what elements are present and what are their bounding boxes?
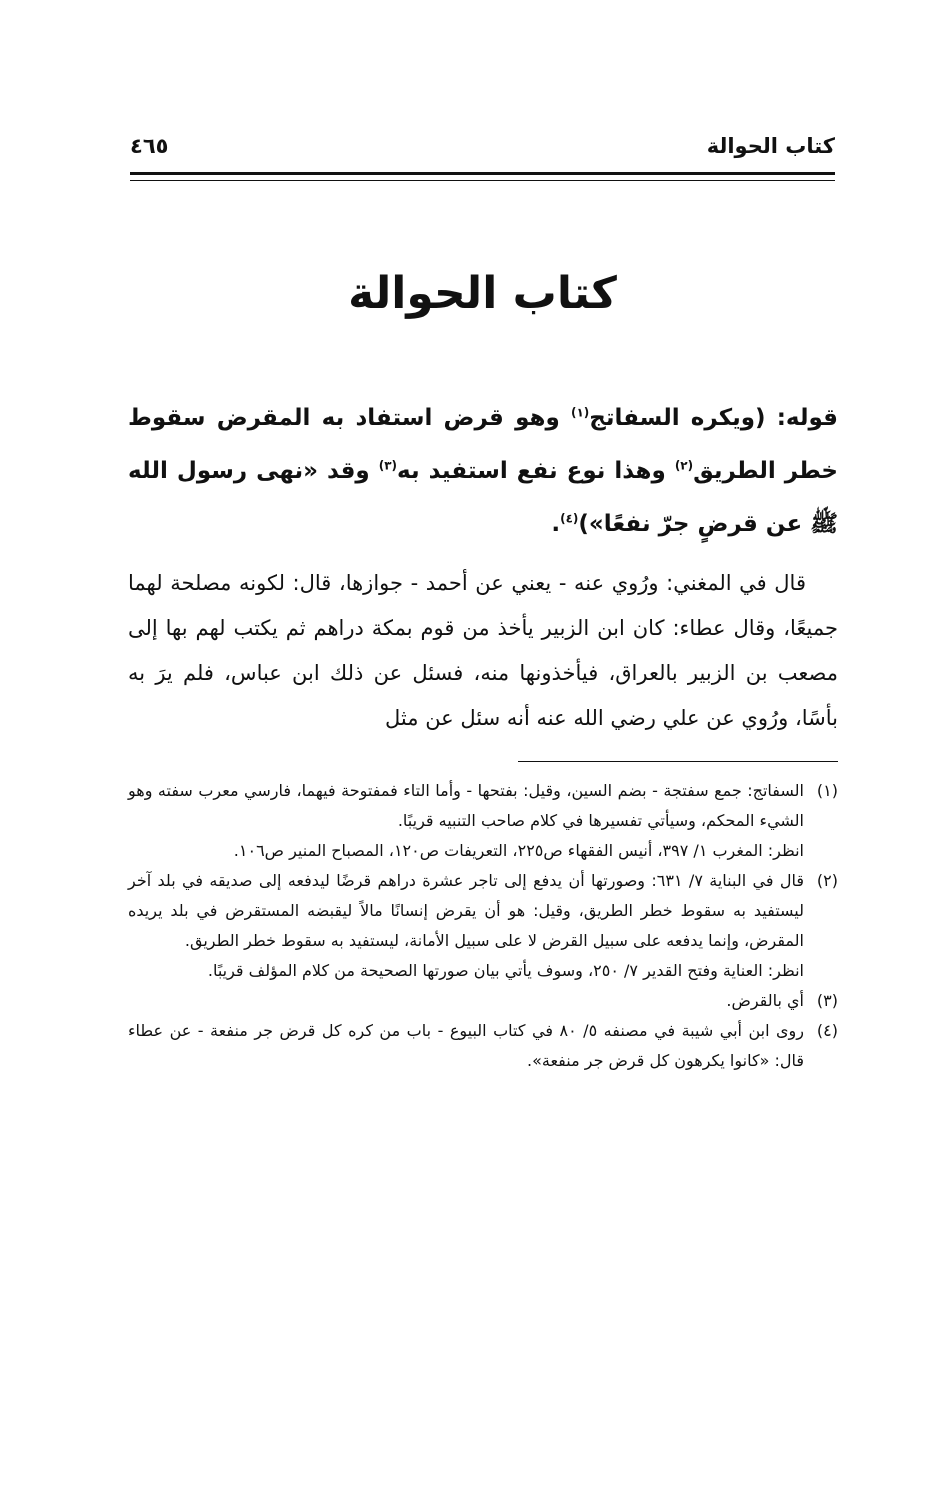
matn-text: وهو قرض استفاد به المقرض سقوط خطر الطريق [128,405,839,484]
matn-text: . [551,511,561,537]
page-number: ٤٦٥ [130,134,169,158]
footnote-number: (٤) [816,1021,838,1040]
commentary-paragraph: قال في المغني: ورُوي عنه - يعني عن أحمد - جوازها، قال: لكونه مصلحة لهما جميعًا، وقال عطاء: كان ابن الزبير يأخذ من قوم بمكة دراهم ثم يكتب لهم بها إلى مصعب بن الزبير بالعراق، فيأخذونها منه، فسئل عن ذلك ابن عباس، فلم يرَ به بأسًا، ورُوي عن علي رضي الله عنه أنه سئل عن مثل [128,571,838,730]
footnote-text: انظر: المغرب ١/ ٣٩٧، أنيس الفقهاء ص٢٢٥، التعريفات ص١٢٠، المصباح المنير ص١٠٦. [233,841,804,860]
matn-text: قوله: (ويكره السفاتج [589,405,838,431]
footnote [128,986,838,1016]
header-rule-thin [130,180,835,181]
footnote-number: (١) [816,781,838,800]
footnote [128,866,838,986]
footnote-number: (٢) [816,871,838,890]
footnote-ref: (٤) [560,511,579,526]
footnote-ref: (٢) [674,458,694,473]
running-title: كتاب الحوالة [706,134,835,158]
footnote-text: أي بالقرض. [726,991,804,1010]
matn-text: وقد «نهى رسول الله ﷺ عن قرضٍ جرّ نفعًا») [128,458,838,537]
footnote [128,776,838,866]
footnote-ref: (٣) [378,458,397,473]
footnote-number: (٣) [816,991,838,1010]
footnote-text: السفاتج: جمع سفتجة - بضم السين، وقيل: بفتحها - وأما التاء فمفتوحة فيهما، فارسي معرب سفته وهو الشيء المحكم، وسيأتي تفسيرها في كلام صاحب التنبيه قريبًا. [128,781,804,830]
footnote-text: قال في البناية ٧/ ٦٣١: وصورتها أن يدفع إلى تاجر عشرة دراهم قرضًا ليدفعه إلى صديقه في بلد آخر ليستفيد به سقوط خطر الطريق، وقيل: هو أن يقرض إنسانًا مالاً ليقبضه المستقرض في بلد يريده المقرض، وإنما يدفعه على سبيل القرض لا على سبيل الأمانة، ليستفيد به سقوط خطر الطريق. [128,871,804,950]
footnote-separator [518,761,838,762]
matn-paragraph [128,392,838,551]
footnotes [128,776,838,1076]
footnote-text: روى ابن أبي شيبة في مصنفه ٥/ ٨٠ في كتاب البيوع - باب من كره كل قرض جر منفعة - عن عطاء قال: «كانوا يكرهون كل قرض جر منفعة». [128,1021,805,1070]
page-header [130,132,835,168]
footnote-ref: (١) [570,405,590,420]
footnote [128,1016,838,1076]
footnote-text: انظر: العناية وفتح القدير ٧/ ٢٥٠، وسوف يأتي بيان صورتها الصحيحة من كلام المؤلف قريبًا. [207,961,804,980]
header-rule-thick [130,172,835,175]
matn-text: وهذا نوع نفع استفيد به [397,458,675,484]
chapter-title: كتاب الحوالة [348,268,617,319]
